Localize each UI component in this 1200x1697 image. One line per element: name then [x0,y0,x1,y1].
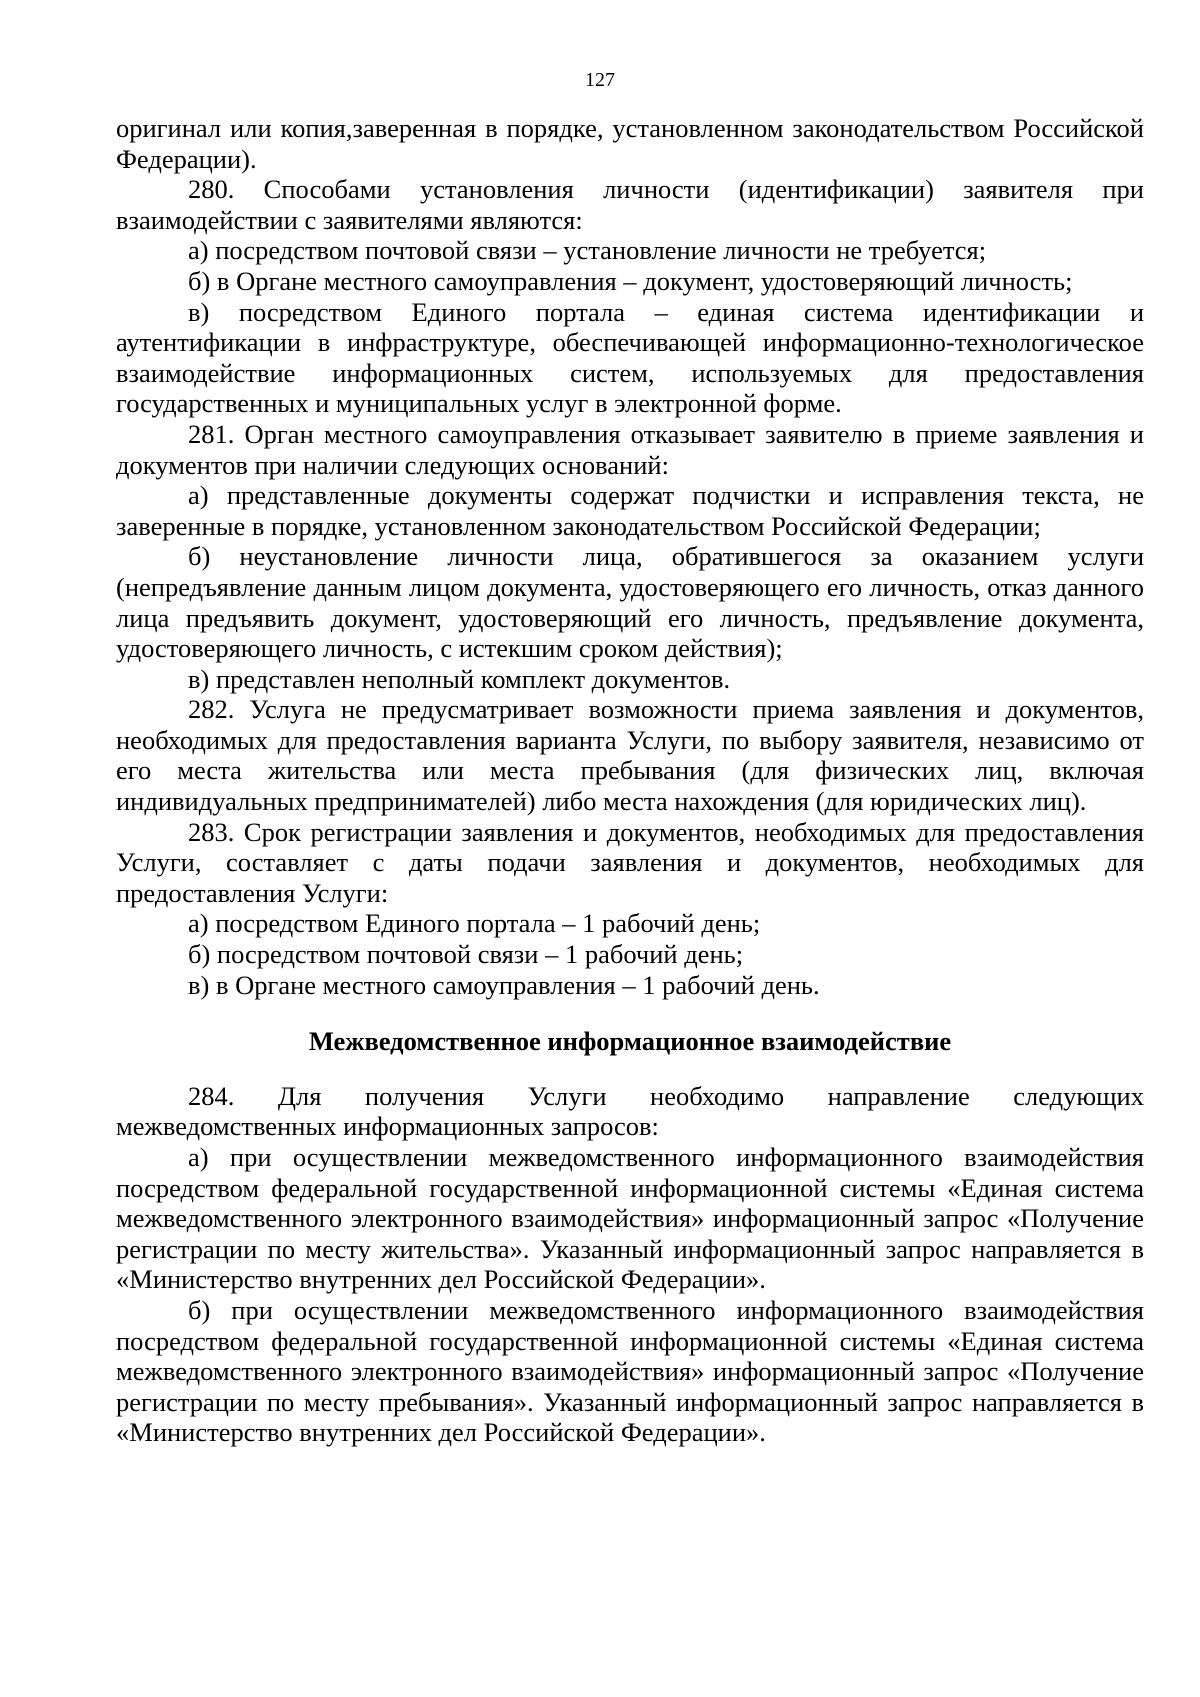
paragraph-continuation: оригинал или копия,заверенная в порядке, установленном законодательством Российской Федерации). [116,113,1144,174]
list-item-280-c: в) посредством Единого портала – единая система идентификации и аутентификации в инфраструктуре, обеспечивающей информационно-технологическое взаимодействие информационных систем, используемых для предоставления государственных и муниципальных услуг в электронной форме. [116,296,1144,419]
list-item-281-c: в) представлен неполный комплект документов. [188,663,731,694]
paragraph-284: 284. Для получения Услуги необходимо направление следующих межведомственных информационных запросов: [116,1080,1144,1142]
page-number: 127 [585,69,615,91]
list-item-284-a: а) при осуществлении межведомственного информационного взаимодействия посредством федеральной государственной информационной системы «Единая система межведомственного электронного взаимодействия» информационный запрос «Получение регистрации по месту жительства». Указанный информационный запрос направляется в «Министерство внутренних дел Российской Федерации». [116,1142,1144,1295]
section-heading: Межведомственное информационное взаимодействие [308,1026,952,1057]
list-item-281-b: б) неустановление личности лица, обратившегося за оказанием услуги (непредъявление данным лицом документа, удостоверяющего его личность, отказ данного лица предъявить документ, удостоверяющий его личность, предъявление документа, удостоверяющего личность, с истекшим сроком действия); [116,541,1144,664]
document-body [116,113,1144,1448]
paragraph-280: 280. Способами установления личности (идентификации) заявителя при взаимодействии с заявителями являются: [116,174,1144,235]
list-item-283-a: а) посредством Единого портала – 1 рабочий день; [188,908,761,939]
paragraph-282: 282. Услуга не предусматривает возможности приема заявления и документов, необходимых для предоставления варианта Услуги, по выбору заявителя, независимо от его места жительства или места пребывания (для физических лиц, включая индивидуальных предпринимателей) либо места нахождения (для юридических лиц). [116,694,1144,817]
list-item-284-b: б) при осуществлении межведомственного информационного взаимодействия посредством федеральной государственной информационной системы «Единая система межведомственного электронного взаимодействия» информационный запрос «Получение регистрации по месту пребывания». Указанный информационный запрос направляется в «Министерство внутренних дел Российской Федерации». [116,1294,1144,1448]
paragraph-281: 281. Орган местного самоуправления отказывает заявителю в приеме заявления и документов при наличии следующих оснований: [116,418,1144,480]
list-item-280-b: б) в Органе местного самоуправления – документ, удостоверяющий личность; [188,265,1073,296]
list-item-281-a: а) представленные документы содержат подчистки и исправления текста, не заверенные в порядке, установленном законодательством Российской Федерации; [116,480,1144,541]
list-item-280-a: а) посредством почтовой связи – установление личности не требуется; [188,235,987,266]
list-item-283-b: б) посредством почтовой связи – 1 рабочий день; [188,939,744,970]
paragraph-283: 283. Срок регистрации заявления и документов, необходимых для предоставления Услуги, составляет с даты подачи заявления и документов, необходимых для предоставления Услуги: [116,816,1144,908]
list-item-283-c: в) в Органе местного самоуправления – 1 рабочий день. [188,969,820,1000]
